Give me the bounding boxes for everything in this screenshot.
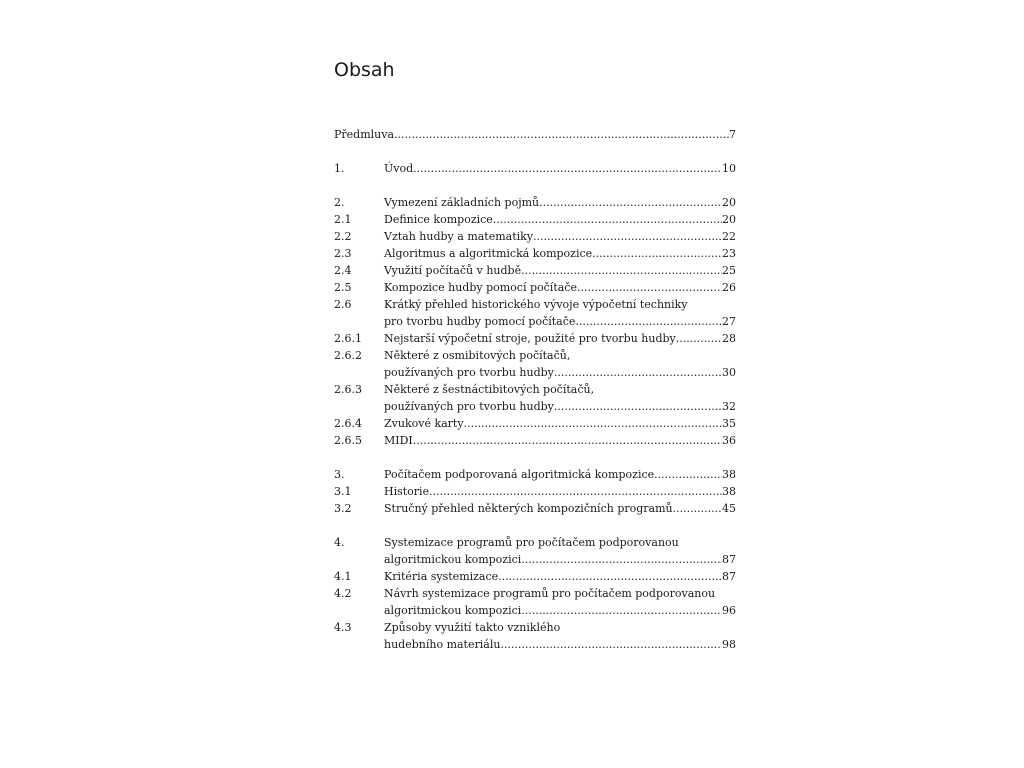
- toc-group-chapter-2: [334, 194, 736, 449]
- toc-entry-title: Počítačem podporovaná algoritmická kompozice: [384, 468, 655, 481]
- toc-entry-4: [334, 534, 736, 568]
- toc-entry-number: 2.4: [334, 264, 352, 277]
- toc-entry-title-line-1: Systemizace programů pro počítačem podporovanou: [384, 536, 679, 549]
- toc-entry-number: 2.6.4: [334, 417, 362, 430]
- toc-entry-title: Kritéria systemizace: [384, 570, 499, 583]
- toc-entry-title: MIDI: [384, 434, 413, 447]
- toc-entry-title: Algoritmus a algoritmická kompozice: [384, 247, 593, 260]
- toc-entry-number: 4.1: [334, 570, 352, 583]
- toc-page-number: 87: [722, 553, 736, 566]
- toc-entry-title: Nejstarší výpočetní stroje, použité pro tvorbu hudby: [384, 332, 676, 345]
- toc-leader-dots: [498, 568, 722, 585]
- toc-page-number: 35: [722, 417, 736, 430]
- toc-entry-title: Zvukové karty: [384, 417, 464, 430]
- toc-leader-dots: [413, 432, 722, 449]
- toc-entry-2-1: [334, 211, 736, 228]
- toc-entry-number: 3.: [334, 468, 345, 481]
- toc-entry-number: 2.6.5: [334, 434, 362, 447]
- toc-leader-dots: [464, 415, 722, 432]
- toc-entry-title: Definice kompozice: [384, 213, 493, 226]
- toc-entry-preface: [334, 126, 736, 143]
- toc-leader-dots: [673, 500, 722, 517]
- toc-entry-4-1: [334, 568, 736, 585]
- toc-leader-dots: [539, 194, 722, 211]
- toc-page-number: 20: [722, 213, 736, 226]
- toc-entry-2-6-5: [334, 432, 736, 449]
- page-title: Obsah: [334, 59, 395, 81]
- toc-group-chapter-3: [334, 466, 736, 517]
- toc-page-number: 30: [722, 366, 736, 379]
- toc-page-number: 96: [722, 604, 736, 617]
- toc-entry-2-5: [334, 279, 736, 296]
- toc-entry-title-line-2: algoritmickou kompozici: [384, 604, 522, 617]
- toc-entry-2-2: [334, 228, 736, 245]
- toc-entry-2-6-4: [334, 415, 736, 432]
- toc-entry-title-line-1: Krátký přehled historického vývoje výpočetní techniky: [384, 298, 688, 311]
- toc-page-number: 38: [722, 485, 736, 498]
- toc-entry-title: Úvod: [384, 162, 414, 175]
- toc-entry-number: 4.3: [334, 621, 352, 634]
- toc-entry-title: Předmluva: [334, 128, 395, 141]
- toc-page-number: 22: [722, 230, 736, 243]
- toc-page-number: 20: [722, 196, 736, 209]
- toc-page-number: 10: [722, 162, 736, 175]
- toc-page-number: 32: [722, 400, 736, 413]
- toc-entry-4-3: [334, 619, 736, 653]
- toc-entry-2-6: [334, 296, 736, 330]
- toc-entry-title: Vztah hudby a matematiky: [384, 230, 534, 243]
- toc-leader-dots: [654, 466, 722, 483]
- toc-entry-number: 3.2: [334, 502, 352, 515]
- toc-leader-dots: [533, 228, 722, 245]
- toc-entry-2-6-3: [334, 381, 736, 415]
- toc-group-chapter-1: [334, 160, 736, 177]
- toc-entry-title-line-2: pro tvorbu hudby pomocí počítače: [384, 315, 576, 328]
- toc-entry-2-3: [334, 245, 736, 262]
- toc-leader-dots: [554, 398, 722, 415]
- toc-leader-dots: [676, 330, 722, 347]
- toc-page-number: 27: [722, 315, 736, 328]
- toc-page-number: 28: [722, 332, 736, 345]
- toc-leader-dots: [500, 636, 722, 653]
- table-of-contents: [334, 126, 736, 670]
- toc-group-preface: [334, 126, 736, 143]
- toc-entry-title: Historie: [384, 485, 430, 498]
- toc-entry-number: 4.2: [334, 587, 352, 600]
- toc-entry-2: [334, 194, 736, 211]
- toc-page-number: 7: [729, 128, 736, 141]
- toc-entry-3-1: [334, 483, 736, 500]
- toc-entry-number: 2.1: [334, 213, 352, 226]
- toc-page-number: 98: [722, 638, 736, 651]
- toc-leader-dots: [521, 551, 722, 568]
- toc-entry-title: Vymezení základních pojmů: [384, 196, 540, 209]
- toc-entry-number: 2.6.1: [334, 332, 362, 345]
- toc-page-number: 36: [722, 434, 736, 447]
- toc-leader-dots: [521, 602, 722, 619]
- toc-entry-title: Stručný přehled některých kompozičních programů: [384, 502, 673, 515]
- toc-entry-number: 4.: [334, 536, 345, 549]
- toc-entry-title-line-1: Některé z šestnáctibitových počítačů,: [384, 383, 595, 396]
- toc-entry-number: 1.: [334, 162, 345, 175]
- toc-entry-title: Využití počítačů v hudbě: [384, 264, 522, 277]
- toc-entry-number: 2.6.2: [334, 349, 362, 362]
- toc-leader-dots: [577, 279, 722, 296]
- toc-entry-2-6-1: [334, 330, 736, 347]
- toc-entry-number: 2.6: [334, 298, 352, 311]
- toc-entry-1: [334, 160, 736, 177]
- toc-leader-dots: [592, 245, 722, 262]
- toc-leader-dots: [521, 262, 722, 279]
- toc-entry-3-2: [334, 500, 736, 517]
- toc-page-number: 25: [722, 264, 736, 277]
- toc-entry-3: [334, 466, 736, 483]
- toc-page-number: 38: [722, 468, 736, 481]
- toc-entry-title-line-2: algoritmickou kompozici: [384, 553, 522, 566]
- toc-page-number: 87: [722, 570, 736, 583]
- toc-entry-number: 3.1: [334, 485, 352, 498]
- toc-page-number: 45: [722, 502, 736, 515]
- toc-entry-title: Kompozice hudby pomocí počítače: [384, 281, 577, 294]
- toc-page-number: 23: [722, 247, 736, 260]
- toc-entry-title-line-1: Způsoby využití takto vzniklého: [384, 621, 561, 634]
- toc-entry-2-6-2: [334, 347, 736, 381]
- toc-leader-dots: [413, 160, 722, 177]
- toc-entry-title-line-2: používaných pro tvorbu hudby: [384, 400, 554, 413]
- toc-entry-2-4: [334, 262, 736, 279]
- toc-leader-dots: [493, 211, 722, 228]
- toc-leader-dots: [429, 483, 722, 500]
- toc-leader-dots: [394, 126, 729, 143]
- toc-entry-number: 2.6.3: [334, 383, 362, 396]
- toc-page-number: 26: [722, 281, 736, 294]
- toc-entry-title-line-1: Některé z osmibitových počítačů,: [384, 349, 571, 362]
- toc-entry-number: 2.5: [334, 281, 352, 294]
- toc-entry-title-line-1: Návrh systemizace programů pro počítačem podporovanou: [384, 587, 716, 600]
- toc-leader-dots: [554, 364, 722, 381]
- toc-entry-title-line-2: používaných pro tvorbu hudby: [384, 366, 554, 379]
- toc-entry-number: 2.2: [334, 230, 352, 243]
- toc-entry-title-line-2: hudebního materiálu: [384, 638, 501, 651]
- toc-entry-4-2: [334, 585, 736, 619]
- toc-leader-dots: [575, 313, 722, 330]
- toc-entry-number: 2.: [334, 196, 345, 209]
- toc-group-chapter-4: [334, 534, 736, 653]
- toc-entry-number: 2.3: [334, 247, 352, 260]
